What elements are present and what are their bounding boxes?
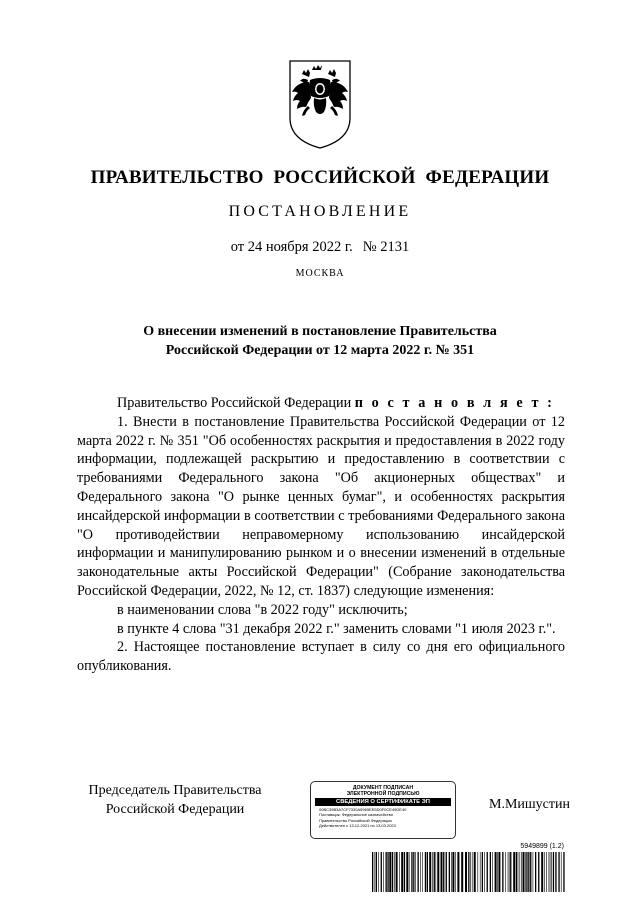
document-date: от 24 ноября 2022 г. — [230, 239, 353, 255]
barcode-bar — [437, 852, 439, 892]
barcode-bar — [409, 852, 410, 892]
barcode-bar — [521, 852, 522, 892]
barcode-bar — [549, 852, 550, 892]
barcode-bar — [482, 852, 483, 892]
barcode-bar — [509, 852, 510, 892]
barcode-bar — [425, 852, 426, 892]
barcode-bar — [484, 852, 485, 892]
document-number: № 2131 — [362, 239, 410, 255]
barcode-number: 5949899 (1.2) — [520, 843, 564, 850]
preamble-text: Правительство Российской Федерации — [117, 395, 352, 411]
barcode-bar — [457, 852, 459, 892]
point-1: 1. Внести в постановление Правительства Российской Федерации от 12 марта 2022 г. № 351 "Об особенностях раскрытия и предоставления в 2022 году информации, подлежащей раскрытию и предоставлению в соответствии с требованиями Федерального закона "Об акционерных обществах" и Федерального закона "О рынке ценных бумаг", и особенностях раскрытия инсайдерской информации в соответствии с требованиями Федерального закона "О противодействии неправомерному использованию инсайдерской информации и манипулированию рынком и о внесении изменений в отдельные законодательные акты Российской Федерации" (Собрание законодательства Российской Федерации, 2022, № 12, ст. 1837) следующие изменения: — [77, 413, 565, 599]
barcode-bar — [413, 852, 414, 892]
barcode-bar — [498, 852, 500, 892]
barcode-bar — [427, 852, 428, 892]
barcode-icon — [372, 852, 565, 892]
barcode-bar — [487, 852, 488, 892]
document-date-line — [0, 239, 640, 256]
barcode-bar — [508, 852, 509, 892]
signatory-position — [75, 782, 275, 819]
stamp-validity: Действителен с 13.12.2021 по 13.03.2023 — [319, 822, 396, 828]
barcode-bar — [555, 852, 556, 892]
barcode-bar — [516, 852, 517, 892]
barcode-bar — [520, 852, 521, 892]
stamp-issuer: Поставщик: Федеральное казначейство — [319, 812, 393, 818]
change-1: в наименовании слова "в 2022 году" исключить; — [117, 601, 408, 618]
barcode-bar — [422, 852, 423, 892]
barcode-bar — [518, 852, 519, 892]
barcode-bar — [420, 852, 421, 892]
barcode-bar — [525, 852, 526, 892]
barcode-bar — [446, 852, 447, 892]
barcode-bar — [465, 852, 467, 892]
barcode-bar — [415, 852, 416, 892]
signatory-name: М.Мишустин — [489, 797, 570, 812]
barcode-bar — [553, 852, 554, 892]
barcode-bar — [561, 852, 562, 892]
barcode-bar — [468, 852, 469, 892]
barcode-bar — [541, 852, 543, 892]
barcode-bar — [394, 852, 395, 892]
barcode-bar — [533, 852, 534, 892]
stamp-serial: 00BC39B3A7CF7330A5965EE5D0F0CE49DE40 — [319, 807, 407, 812]
barcode-bar — [470, 852, 471, 892]
barcode-bar — [432, 852, 433, 892]
barcode-bar — [528, 852, 529, 892]
barcode-bar — [418, 852, 419, 892]
barcode-bar — [399, 852, 400, 892]
document-subject — [0, 322, 640, 360]
barcode-bar — [546, 852, 547, 892]
document-body — [77, 394, 565, 676]
barcode-bar — [502, 852, 503, 892]
barcode-bar — [535, 852, 536, 892]
barcode-bar — [538, 852, 539, 892]
barcode-bar — [411, 852, 412, 892]
barcode-bar — [376, 852, 377, 892]
subject-line-1: О внесении изменений в постановление Правительства — [143, 324, 497, 339]
barcode-bar — [436, 852, 437, 892]
preamble — [77, 394, 565, 413]
barcode-bar — [551, 852, 552, 892]
barcode-bar — [449, 852, 450, 892]
barcode-bar — [513, 852, 515, 892]
change-2: в пункте 4 слова "31 декабря 2022 г." заменить словами "1 июля 2023 г.". — [117, 620, 556, 637]
barcode-bar — [452, 852, 454, 892]
barcode-bar — [378, 852, 379, 892]
stamp-line-2: ЭЛЕКТРОННОЙ ПОДПИСЬЮ — [346, 791, 420, 797]
electronic-signature-stamp — [310, 781, 456, 839]
barcode-bar — [480, 852, 481, 892]
barcode-bar — [386, 852, 387, 892]
barcode-bar — [478, 852, 479, 892]
barcode-bar — [472, 852, 473, 892]
barcode-bar — [530, 852, 531, 892]
point-2: 2. Настоящее постановление вступает в силу со дня его официального опубликования. — [77, 639, 565, 675]
barcode-bar — [387, 852, 388, 892]
barcode-bar — [550, 852, 551, 892]
barcode-bar — [474, 852, 476, 892]
barcode-bar — [505, 852, 506, 892]
barcode-bar — [558, 852, 559, 892]
signatory-position-line-1: Председатель Правительства — [88, 783, 262, 798]
barcode-bar — [434, 852, 435, 892]
decree-word: п о с т а н о в л я е т : — [354, 395, 555, 411]
barcode-bar — [429, 852, 431, 892]
barcode-bar — [375, 852, 376, 892]
barcode-bar — [492, 852, 493, 892]
barcode-bar — [406, 852, 408, 892]
barcode-bar — [389, 852, 391, 892]
barcode-bar — [510, 852, 511, 892]
government-title: ПРАВИТЕЛЬСТВО РОССИЙСКОЙ ФЕДЕРАЦИИ — [90, 167, 550, 188]
barcode-bar — [497, 852, 498, 892]
barcode-bar — [495, 852, 497, 892]
barcode-bar — [455, 852, 456, 892]
barcode-bar — [490, 852, 491, 892]
barcode-bar — [526, 852, 527, 892]
subject-line-2: Российской Федерации от 12 марта 2022 г. № 351 — [165, 343, 475, 358]
barcode-bar — [383, 852, 384, 892]
barcode-bar — [404, 852, 405, 892]
barcode-bar — [563, 852, 564, 892]
stamp-line-1: ДОКУМЕНТ ПОДПИСАН — [352, 785, 414, 791]
coat-of-arms-icon — [286, 58, 354, 150]
barcode-bar — [461, 852, 463, 892]
barcode-bar — [381, 852, 382, 892]
barcode-bar — [523, 852, 525, 892]
barcode-bar — [544, 852, 545, 892]
signatory-position-line-2: Российской Федерации — [105, 801, 245, 817]
barcode-bar — [451, 852, 452, 892]
barcode-bar — [441, 852, 443, 892]
barcode-bar — [396, 852, 398, 892]
barcode-bar — [443, 852, 444, 892]
document-city: МОСКВА — [295, 268, 345, 279]
stamp-header: СВЕДЕНИЯ О СЕРТИФИКАТЕ ЭП — [315, 798, 451, 806]
stamp-owner: Правительство Российской Федерации — [319, 817, 392, 823]
barcode-bar — [372, 852, 373, 892]
barcode-bar — [401, 852, 403, 892]
document-type: ПОСТАНОВЛЕНИЕ — [228, 203, 412, 220]
barcode-bar — [392, 852, 393, 892]
